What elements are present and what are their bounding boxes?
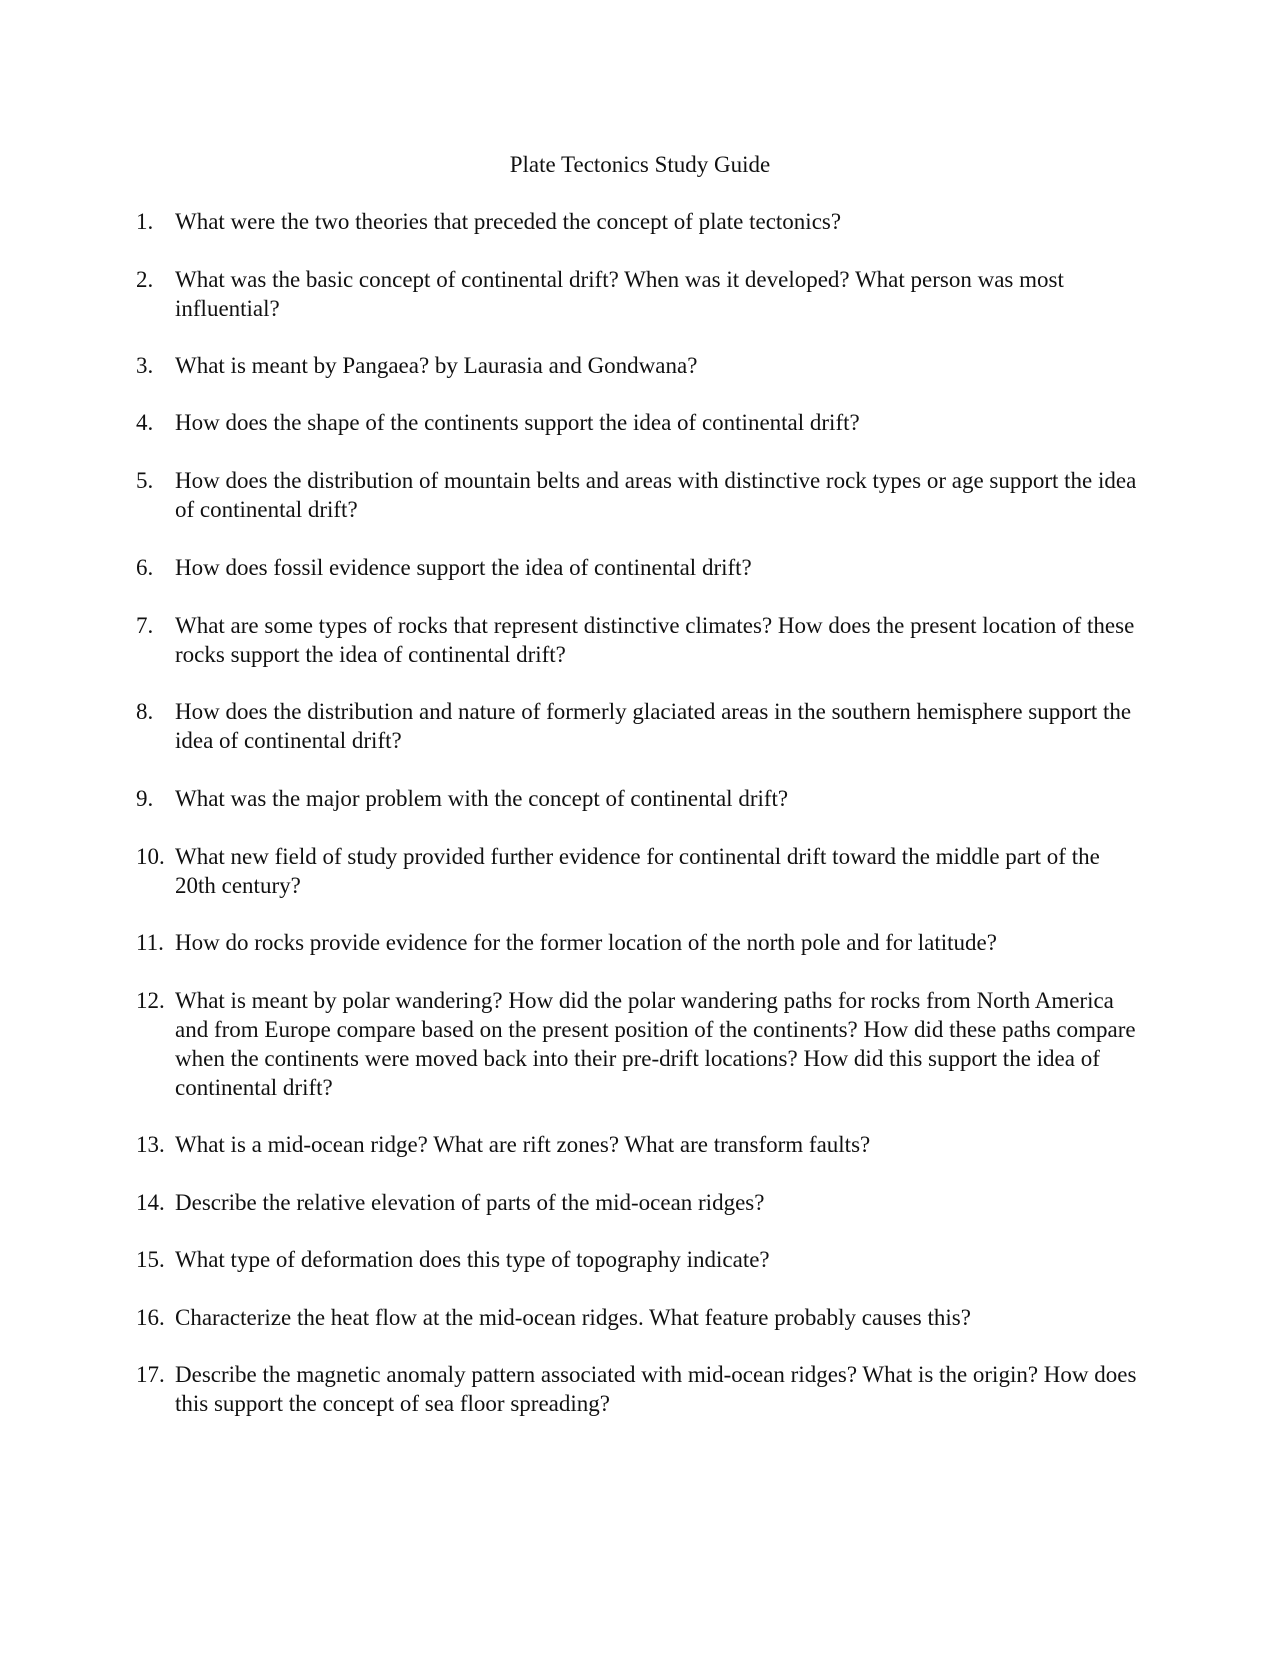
question-number: 6. [136,555,154,580]
question-1 [136,207,1146,236]
question-5 [136,466,1146,524]
question-number: 15. [136,1247,165,1272]
question-8 [136,697,1146,755]
question-number: 17. [136,1362,165,1387]
question-text: Characterize the heat flow at the mid-ocean ridges. What feature probably causes this? [175,1305,971,1330]
question-number: 10. [136,844,165,869]
question-3 [136,351,1146,380]
question-number: 12. [136,988,165,1013]
question-number: 4. [136,410,154,435]
question-number: 16. [136,1305,165,1330]
question-15 [136,1245,1146,1274]
question-text: How does the shape of the continents support the idea of continental drift? [175,410,860,435]
question-7 [136,611,1146,669]
question-text: What is meant by polar wandering? How did the polar wandering paths for rocks from North America and from Europe compare based on the present position of the continents? How did these paths compare when the continents were moved back into their pre-drift locations? How did this support the idea of continental drift? [175,988,1136,1100]
question-text: How does fossil evidence support the idea of continental drift? [175,555,752,580]
question-number: 5. [136,468,154,493]
question-number: 11. [136,930,164,955]
question-text: What is a mid-ocean ridge? What are rift zones? What are transform faults? [175,1132,871,1157]
question-text: Describe the magnetic anomaly pattern associated with mid-ocean ridges? What is the origin? How does this support the concept of sea floor spreading? [175,1362,1137,1416]
question-text: What new field of study provided further evidence for continental drift toward the middle part of the 20th century? [175,844,1100,898]
question-number: 1. [136,209,154,234]
question-14 [136,1188,1146,1217]
question-number: 13. [136,1132,165,1157]
question-text: What are some types of rocks that represent distinctive climates? How does the present location of these rocks support the idea of continental drift? [175,613,1135,667]
question-text: What were the two theories that preceded the concept of plate tectonics? [175,209,842,234]
question-4 [136,408,1146,437]
question-16 [136,1303,1146,1332]
question-text: What was the major problem with the concept of continental drift? [175,786,789,811]
question-text: What is meant by Pangaea? by Laurasia and Gondwana? [175,353,698,378]
question-number: 14. [136,1190,165,1215]
question-text: What was the basic concept of continental drift? When was it developed? What person was most influential? [175,267,1064,321]
question-6 [136,553,1146,582]
question-12 [136,986,1146,1102]
question-text: What type of deformation does this type of topography indicate? [175,1247,770,1272]
question-9 [136,784,1146,813]
question-number: 7. [136,613,154,638]
question-text: Describe the relative elevation of parts of the mid-ocean ridges? [175,1190,765,1215]
question-10 [136,842,1146,900]
question-17 [136,1360,1146,1418]
question-2 [136,265,1146,323]
question-number: 9. [136,786,154,811]
document-title: Plate Tectonics Study Guide [509,152,771,177]
question-number: 2. [136,267,154,292]
question-text: How does the distribution and nature of formerly glaciated areas in the southern hemisphere support the idea of continental drift? [175,699,1132,753]
question-13 [136,1130,1146,1159]
question-number: 3. [136,353,154,378]
question-text: How do rocks provide evidence for the former location of the north pole and for latitude? [175,930,997,955]
question-text: How does the distribution of mountain belts and areas with distinctive rock types or age support the idea of continental drift? [175,468,1137,522]
question-number: 8. [136,699,154,724]
question-11 [136,928,1146,957]
